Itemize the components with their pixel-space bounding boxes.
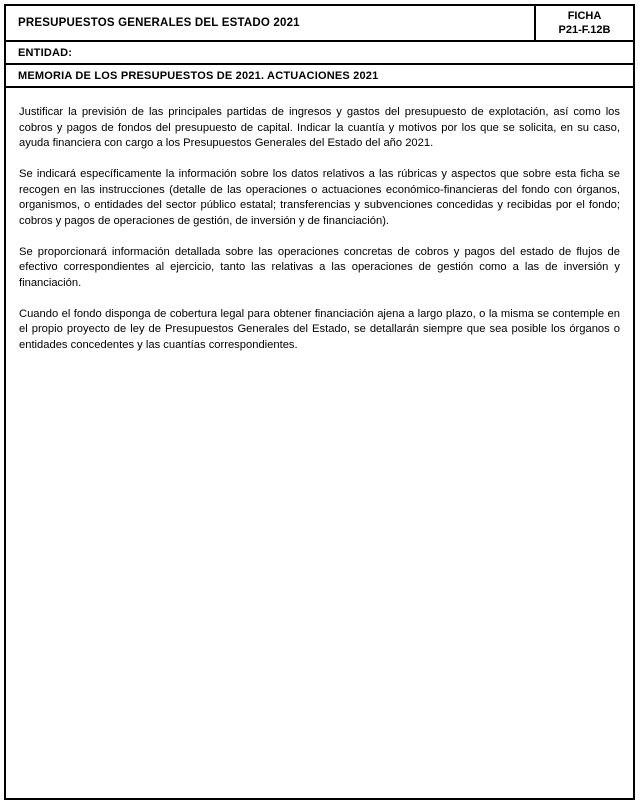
memo-paragraph: Justificar la previsión de las principales partidas de ingresos y gastos del presupuesto de explotación, así como los cobros y pagos de fondos del presupuesto de capital. Indicar la cuantía y motivos por los que se solicita, en su caso, ayuda financiera con cargo a los Presupuestos Generales del Estado del año 2021.: [19, 106, 620, 149]
entity-label: ENTIDAD:: [18, 46, 73, 59]
ficha-box: [534, 6, 633, 40]
form-title: PRESUPUESTOS GENERALES DEL ESTADO 2021: [18, 17, 300, 29]
memo-body: [6, 88, 633, 353]
section-title-row: [6, 65, 633, 88]
ficha-label: FICHA: [567, 10, 602, 22]
memo-paragraph: Se indicará específicamente la información sobre los datos relativos a las rúbricas y aspectos que sobre esta ficha se recogen en las instrucciones (detalle de las operaciones o actuaciones económico-financieras del fondo con órganos, organismos, o entidades del sector público estatal; transferencias y subvenciones concedidas y recibidas por el fondo; cobros y pagos de operaciones de gestión, de inversión y de financiación).: [19, 168, 620, 227]
budget-form: [4, 4, 635, 800]
section-title: MEMORIA DE LOS PRESUPUESTOS DE 2021. ACTUACIONES 2021: [18, 69, 379, 82]
entity-row: [6, 42, 633, 65]
form-header: [6, 6, 633, 42]
ficha-code: P21-F.12B: [558, 24, 611, 36]
memo-paragraph: Se proporcionará información detallada sobre las operaciones concretas de cobros y pagos del estado de flujos de efectivo correspondientes al ejercicio, tanto las relativas a las operaciones de gestión como a las de inversión y financiación.: [19, 245, 620, 289]
memo-paragraph: Cuando el fondo disponga de cobertura legal para obtener financiación ajena a largo plazo, o la misma se contemple en el propio proyecto de ley de Presupuestos Generales del Estado, se detallarán siempre que sea posible los órganos o entidades concedentes y las cuantías correspondientes.: [19, 307, 620, 351]
